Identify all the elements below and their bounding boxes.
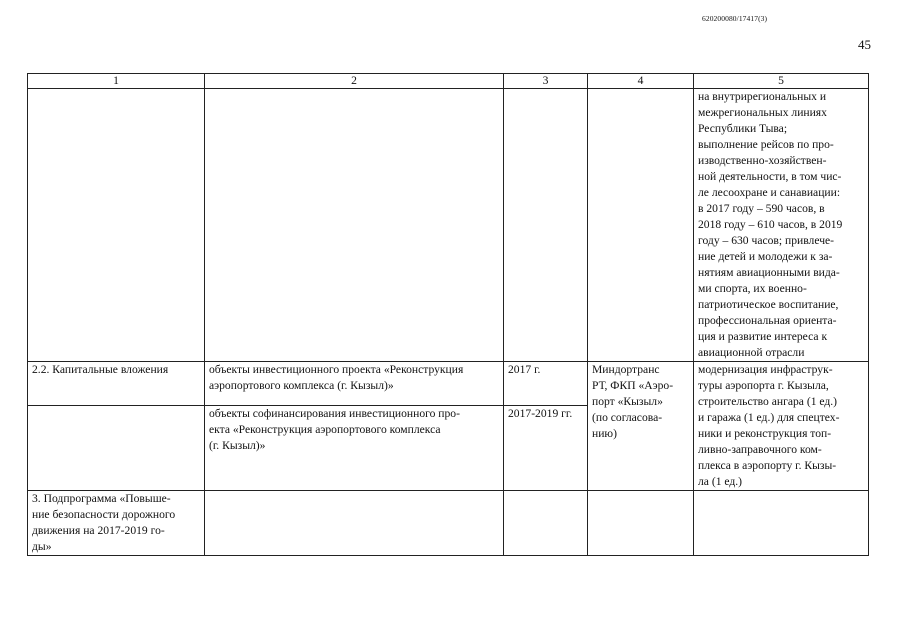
column-header-5: 5 <box>694 74 869 89</box>
page-number: 45 <box>858 37 871 52</box>
expected-results-text: модернизация инфраструк- туры аэропорта г. Кызыла, строительство ангара (1 ед.) и гаража (1 ед.) для спецтех- ники и реконструкция топ- ливно-заправочного ком- плекса в аэропорту г. Кызы- ла (1 ед.) <box>698 363 840 488</box>
measure-name-text: 2.2. Капитальные вложения <box>32 363 169 376</box>
expected-results-text: на внутрирегиональных и межрегиональных линиях Республики Тыва; выполнение рейсов по про- изводственно-хозяйствен- ной деятельности, в том чис- ле лесоохране и санавиации: в 2017 году – 590 часов, в 2018 году – 610 часов, в 2019 году – 630 часов; привлече- ние детей и молодежи к за- нятиям авиационными вида- ми спорта, их военно- патриотическое воспитание, профессиональная ориента- ция и развитие интереса к авиационной отрасли <box>698 90 843 359</box>
cell-expected-results-continuation <box>694 89 869 362</box>
column-header-2: 2 <box>205 74 504 89</box>
objects-text: объекты инвестиционного проекта «Реконструкция аэропортового комплекса (г. Кызыл)» <box>209 363 464 392</box>
subprogram-name-text: 3. Подпрограмма «Повыше- ние безопасности дорожного движения на 2017-2019 го- ды» <box>32 492 176 553</box>
period-text: 2017 г. <box>508 363 541 376</box>
table-row-subprogram-3 <box>28 491 869 556</box>
cell-empty <box>205 491 504 556</box>
cell-executors <box>588 362 694 491</box>
table-row-capital-investments <box>28 362 869 406</box>
cell-period <box>504 405 588 490</box>
table-header-row <box>28 74 869 89</box>
program-table <box>27 73 869 556</box>
table-row-continuation <box>28 89 869 362</box>
cell-empty <box>28 89 205 362</box>
cell-measure-name <box>28 362 205 406</box>
column-header-1: 1 <box>28 74 205 89</box>
cell-objects <box>205 405 504 490</box>
cell-empty <box>504 491 588 556</box>
cell-empty <box>504 89 588 362</box>
cell-empty <box>28 405 205 490</box>
cell-empty <box>588 89 694 362</box>
period-text: 2017-2019 гг. <box>508 406 573 420</box>
objects-text: объекты софинансирования инвестиционного про- екта «Реконструкция аэропортового комплекса (г. Кызыл)» <box>209 406 460 452</box>
cell-empty <box>205 89 504 362</box>
cell-period <box>504 362 588 406</box>
document-code: 620200080/17417(3) <box>702 14 768 23</box>
cell-subprogram-name <box>28 491 205 556</box>
cell-expected-results <box>694 362 869 491</box>
executors-text: Миндортранс РТ, ФКП «Аэро- порт «Кызыл» (по согласова- нию) <box>592 363 674 440</box>
cell-objects <box>205 362 504 406</box>
column-header-4: 4 <box>588 74 694 89</box>
column-header-3: 3 <box>504 74 588 89</box>
cell-empty <box>588 491 694 556</box>
cell-empty <box>694 491 869 556</box>
